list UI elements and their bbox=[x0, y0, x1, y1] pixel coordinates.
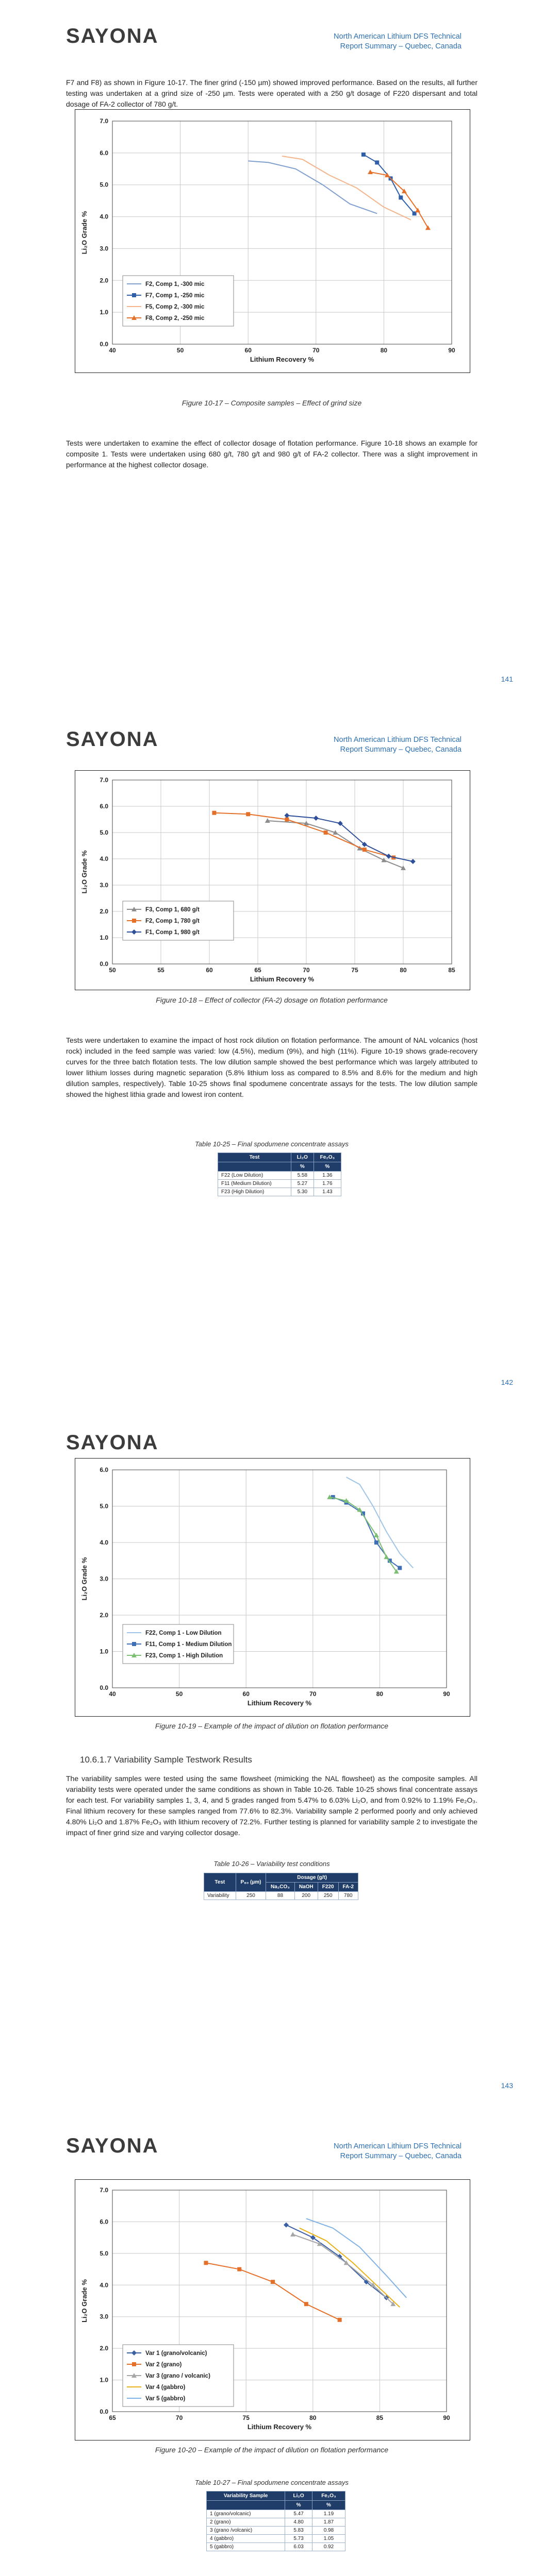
series-group bbox=[368, 170, 431, 230]
y-tick-label: 3.0 bbox=[100, 2313, 108, 2320]
data-point bbox=[384, 1554, 389, 1559]
table-unit: % bbox=[285, 2501, 312, 2510]
table-header: Li₂O bbox=[285, 2492, 312, 2501]
x-tick-label: 50 bbox=[109, 967, 116, 974]
chart-figure-10-17 bbox=[75, 109, 470, 373]
table-cell: 88 bbox=[266, 1892, 294, 1900]
table-header: Dosage (g/t) bbox=[266, 1873, 358, 1883]
table-caption-10-26: Table 10-26 – Variability test conditions bbox=[213, 1860, 330, 1868]
sayona-logo: SAYONA bbox=[66, 728, 159, 751]
legend-marker bbox=[132, 919, 136, 923]
legend-entry: Var 2 (grano) bbox=[145, 2362, 182, 2368]
y-tick-label: 3.0 bbox=[100, 882, 108, 889]
table-cell: 0.98 bbox=[312, 2527, 345, 2535]
figure-caption-10-17: Figure 10-17 – Composite samples – Effect of grind size bbox=[182, 399, 362, 407]
table-cell: 1 (grano/volcanic) bbox=[207, 2510, 285, 2518]
x-tick-label: 60 bbox=[242, 1690, 250, 1698]
table-cell: 1.19 bbox=[312, 2510, 345, 2518]
y-tick-label: 0.0 bbox=[100, 341, 108, 348]
legend-entry: F3, Comp 1, 680 g/t bbox=[145, 907, 200, 913]
data-point bbox=[368, 170, 373, 174]
sayona-logo: SAYONA bbox=[66, 25, 159, 47]
table-cell: 4 (gabbro) bbox=[207, 2535, 285, 2543]
table-caption-10-27: Table 10-27 – Final spodumene concentrate assays bbox=[195, 2479, 349, 2486]
report-header bbox=[255, 2142, 461, 2161]
page-number: 142 bbox=[501, 1378, 513, 1386]
x-axis-label: Lithium Recovery % bbox=[247, 2423, 312, 2431]
y-tick-label: 1.0 bbox=[100, 1648, 108, 1655]
table-subheader: FA-2 bbox=[338, 1883, 358, 1892]
data-point bbox=[212, 811, 216, 815]
data-point bbox=[410, 859, 416, 864]
series-group bbox=[248, 161, 377, 213]
y-tick-label: 7.0 bbox=[100, 776, 108, 784]
chart-figure-10-20 bbox=[75, 2179, 470, 2441]
table-cell: 5.58 bbox=[291, 1172, 314, 1180]
series-line bbox=[306, 2218, 406, 2298]
table-cell: F11 (Medium Dilution) bbox=[218, 1180, 291, 1188]
chart-svg bbox=[75, 110, 470, 372]
sayona-logo: SAYONA bbox=[66, 1431, 159, 1454]
y-tick-label: 5.0 bbox=[100, 2249, 108, 2257]
table-header: Li₂O bbox=[291, 1153, 314, 1162]
x-tick-label: 80 bbox=[376, 1690, 384, 1698]
table-cell: 1.76 bbox=[314, 1180, 341, 1188]
chart-legend bbox=[123, 901, 234, 940]
y-tick-label: 1.0 bbox=[100, 2376, 108, 2384]
x-tick-label: 75 bbox=[242, 2414, 250, 2421]
y-tick-label: 3.0 bbox=[100, 1575, 108, 1583]
x-tick-label: 60 bbox=[244, 347, 252, 354]
series-group bbox=[204, 2261, 341, 2322]
data-point bbox=[290, 2232, 295, 2236]
table-cell: 1.36 bbox=[314, 1172, 341, 1180]
x-tick-label: 65 bbox=[254, 967, 261, 974]
table-cell: 5.47 bbox=[285, 2510, 312, 2518]
table-cell: 200 bbox=[294, 1892, 318, 1900]
series-line bbox=[370, 172, 428, 228]
table-cell: 5.30 bbox=[291, 1188, 314, 1196]
table-cell: Variability bbox=[204, 1892, 236, 1900]
table-subheader: F220 bbox=[318, 1883, 338, 1892]
x-tick-label: 70 bbox=[303, 967, 310, 974]
table-header: P₈₀ (µm) bbox=[236, 1873, 266, 1892]
y-tick-label: 6.0 bbox=[100, 2218, 108, 2226]
table-row bbox=[207, 2535, 345, 2543]
data-point bbox=[338, 2318, 342, 2322]
page142-paragraph1: Tests were undertaken to examine the impact of host rock dilution on flotation performance. The amount of NAL volcanics (host rock) included in the feed sample was varied: low (4.5%), medium (9%), and high (11%). Figure 10-19 shows grade-recovery curves for the three batch flotation tests. The low dilution sample showed the best performance which was largely attributed to lower lithium losses during magnetic separation (5.8% lithium loss as compared to 8.5% and 8.6% for the medium and high dilution samples, respectively). Table 10-25 shows final spodumene concentrate assays for the tests. The low dilution sample showed the highest lithia grade and lowest iron content. bbox=[66, 1036, 477, 1098]
legend-entry: F7, Comp 1, -250 mic bbox=[145, 293, 205, 299]
figure-caption-10-19: Figure 10-19 – Example of the impact of dilution on flotation performance bbox=[155, 1722, 389, 1730]
table-row bbox=[218, 1172, 341, 1180]
y-tick-label: 1.0 bbox=[100, 934, 108, 941]
y-axis-label: Li₂O Grade % bbox=[80, 1557, 88, 1601]
header-title-line2: Report Summary – Quebec, Canada bbox=[340, 2152, 461, 2160]
y-tick-label: 6.0 bbox=[100, 149, 108, 157]
figure-caption-10-20: Figure 10-20 – Example of the impact of dilution on flotation performance bbox=[155, 2446, 389, 2454]
table-header: Fe₂O₃ bbox=[314, 1153, 341, 1162]
table-header: Test bbox=[204, 1873, 236, 1892]
chart-legend bbox=[123, 276, 234, 326]
table-row bbox=[207, 2527, 345, 2535]
x-tick-label: 60 bbox=[206, 967, 213, 974]
figure-caption-10-18: Figure 10-18 – Effect of collector (FA-2) dosage on flotation performance bbox=[156, 996, 388, 1004]
table-cell: 5.73 bbox=[285, 2535, 312, 2543]
table-10-27 bbox=[206, 2491, 345, 2551]
sayona-logo: SAYONA bbox=[66, 2134, 159, 2157]
x-tick-label: 90 bbox=[443, 1690, 450, 1698]
y-tick-label: 4.0 bbox=[100, 1539, 108, 1546]
x-tick-label: 80 bbox=[400, 967, 407, 974]
y-tick-label: 2.0 bbox=[100, 2345, 108, 2352]
legend-entry: F1, Comp 1, 980 g/t bbox=[145, 929, 200, 936]
series-group bbox=[361, 152, 417, 215]
chart-figure-10-18 bbox=[75, 770, 470, 990]
table-unit: % bbox=[314, 1162, 341, 1172]
x-tick-label: 70 bbox=[175, 2414, 183, 2421]
x-tick-label: 65 bbox=[109, 2414, 116, 2421]
x-tick-label: 70 bbox=[312, 347, 320, 354]
table-cell: 1.87 bbox=[312, 2518, 345, 2527]
data-point bbox=[324, 831, 328, 835]
page-141 bbox=[0, 0, 544, 703]
chart-svg bbox=[75, 771, 470, 990]
x-axis-label: Lithium Recovery % bbox=[250, 355, 315, 363]
header-title-line2: Report Summary – Quebec, Canada bbox=[340, 42, 461, 50]
series-line bbox=[364, 155, 415, 213]
table-cell: 0.92 bbox=[312, 2543, 345, 2551]
page-144 bbox=[0, 2110, 544, 2576]
page141-paragraph2: Tests were undertaken to examine the effect of collector dosage of flotation performance. Figure 10-18 shows an example for composite 1. Tests were undertaken using 680 g/t, 780 g/t and 980 g/t of FA-2 collector. There was a slight improvement in performance at the highest collector dosage. bbox=[66, 439, 477, 469]
legend-entry: Var 3 (grano / volcanic) bbox=[145, 2373, 210, 2379]
page-143 bbox=[0, 1406, 544, 2110]
legend-entry: F5, Comp 2, -300 mic bbox=[145, 304, 205, 310]
data-point bbox=[246, 812, 250, 816]
chart-legend bbox=[123, 2345, 234, 2406]
x-tick-label: 50 bbox=[176, 347, 184, 354]
y-tick-label: 5.0 bbox=[100, 181, 108, 189]
chart-svg bbox=[75, 2180, 470, 2440]
series-group bbox=[265, 818, 406, 870]
series-group bbox=[306, 2218, 406, 2298]
table-cell: 5.27 bbox=[291, 1180, 314, 1188]
x-tick-label: 85 bbox=[376, 2414, 384, 2421]
table-cell: 780 bbox=[338, 1892, 358, 1900]
y-tick-label: 4.0 bbox=[100, 855, 108, 862]
legend-entry: F22, Comp 1 - Low Dilution bbox=[145, 1630, 222, 1636]
header-title-line2: Report Summary – Quebec, Canada bbox=[340, 745, 461, 754]
table-cell: 3 (grano /volcanic) bbox=[207, 2527, 285, 2535]
legend-entry: F2, Comp 1, 780 g/t bbox=[145, 918, 200, 924]
y-tick-label: 4.0 bbox=[100, 213, 108, 221]
series-line bbox=[333, 1497, 400, 1568]
report-header bbox=[255, 32, 461, 52]
page141-paragraph1: F7 and F8) as shown in Figure 10-17. The finer grind (-150 µm) showed improved performance. Based on the results, all further testing was undertaken at a grind size of -250 µm. Tests were operated with a 250 g/t dosage of F220 dispersant and total dosage of FA-2 collector of 780 g/t. bbox=[66, 78, 477, 108]
series-line bbox=[282, 156, 411, 220]
table-header: Fe₂O₃ bbox=[312, 2492, 345, 2501]
x-tick-label: 55 bbox=[157, 967, 164, 974]
table-cell: 5.83 bbox=[285, 2527, 312, 2535]
header-title-line1: North American Lithium DFS Technical bbox=[334, 736, 461, 744]
table-header: Variability Sample bbox=[207, 2492, 285, 2501]
x-axis-label: Lithium Recovery % bbox=[247, 1699, 312, 1707]
chart-svg bbox=[75, 1459, 470, 1716]
data-point bbox=[362, 848, 367, 852]
table-cell: 1.05 bbox=[312, 2535, 345, 2543]
series-line bbox=[329, 1497, 397, 1572]
legend-entry: F23, Comp 1 - High Dilution bbox=[145, 1653, 223, 1659]
data-point bbox=[361, 152, 366, 157]
legend-entry: F11, Comp 1 - Medium Dilution bbox=[145, 1641, 232, 1648]
header-title-line1: North American Lithium DFS Technical bbox=[334, 32, 461, 41]
y-axis-label: Li₂O Grade % bbox=[80, 211, 88, 255]
table-caption-10-25: Table 10-25 – Final spodumene concentrate assays bbox=[195, 1140, 349, 1148]
y-tick-label: 7.0 bbox=[100, 2187, 108, 2194]
series-group bbox=[284, 813, 415, 864]
legend-entry: Var 5 (gabbro) bbox=[145, 2396, 186, 2402]
table-10-26 bbox=[204, 1873, 358, 1900]
x-tick-label: 80 bbox=[309, 2414, 317, 2421]
data-point bbox=[284, 2223, 289, 2228]
series-group bbox=[282, 156, 411, 220]
table-unit: % bbox=[312, 2501, 345, 2510]
page-142 bbox=[0, 703, 544, 1406]
data-point bbox=[304, 2302, 308, 2306]
table-row bbox=[204, 1892, 358, 1900]
table-cell: 1.43 bbox=[314, 1188, 341, 1196]
legend-marker bbox=[132, 293, 136, 297]
y-tick-label: 0.0 bbox=[100, 960, 108, 968]
y-tick-label: 3.0 bbox=[100, 245, 108, 252]
table-header: Test bbox=[218, 1153, 291, 1162]
table-row bbox=[207, 2510, 345, 2518]
series-line bbox=[214, 813, 393, 858]
x-axis-label: Lithium Recovery % bbox=[250, 975, 315, 983]
x-tick-label: 70 bbox=[309, 1690, 317, 1698]
data-point bbox=[314, 816, 319, 821]
table-unit bbox=[218, 1162, 291, 1172]
y-tick-label: 5.0 bbox=[100, 1502, 108, 1510]
legend-entry: F8, Comp 2, -250 mic bbox=[145, 315, 205, 321]
report-header bbox=[255, 735, 461, 755]
page143-paragraph1: The variability samples were tested using the same flowsheet (mimicking the NAL flowsheet) as the composite samples. All variability tests were operated under the same conditions as shown in Table 10-26. Table 10-25 shows final concentrate assays for each test. For variability samples 1, 3, 4, and 5 grades ranged from 5.47% to 6.03% Li₂O, and from 0.92% to 1.19% Fe₂O₃. Final lithium recovery for these samples ranged from 77.6% to 82.3%. Variability sample 2 performed poorly and only achieved 4.80% Li₂O and 1.87% Fe₂O₃ with lithium recovery of 72.2%. Further testing is planned for variability sample 2 to investigate the impact of finer grind size and varying collector dosage. bbox=[66, 1774, 477, 1837]
table-subheader: Na₂CO₃ bbox=[266, 1883, 294, 1892]
series-line bbox=[248, 161, 377, 213]
chart-legend bbox=[123, 1624, 234, 1664]
data-point bbox=[381, 858, 386, 862]
data-point bbox=[271, 2280, 275, 2284]
y-tick-label: 6.0 bbox=[100, 803, 108, 810]
table-row bbox=[207, 2543, 345, 2551]
table-cell: F22 (Low Dilution) bbox=[218, 1172, 291, 1180]
page-number: 141 bbox=[501, 675, 513, 683]
table-cell: 250 bbox=[318, 1892, 338, 1900]
legend-marker bbox=[132, 1642, 136, 1646]
legend-entry: Var 1 (grano/volcanic) bbox=[145, 2350, 207, 2357]
y-tick-label: 5.0 bbox=[100, 829, 108, 836]
table-cell: 5 (gabbro) bbox=[207, 2543, 285, 2551]
data-point bbox=[398, 1566, 402, 1570]
table-cell: 2 (grano) bbox=[207, 2518, 285, 2527]
x-tick-label: 50 bbox=[175, 1690, 183, 1698]
x-tick-label: 85 bbox=[448, 967, 455, 974]
data-point bbox=[284, 813, 289, 818]
table-row bbox=[218, 1188, 341, 1196]
table-unit bbox=[207, 2501, 285, 2510]
data-point bbox=[204, 2261, 208, 2265]
series-line bbox=[206, 2263, 339, 2320]
legend-entry: F2, Comp 1, -300 mic bbox=[145, 281, 205, 287]
table-cell: 4.80 bbox=[285, 2518, 312, 2527]
x-tick-label: 75 bbox=[351, 967, 358, 974]
x-tick-label: 90 bbox=[443, 2414, 450, 2421]
table-cell: 250 bbox=[236, 1892, 266, 1900]
y-axis-label: Li₂O Grade % bbox=[80, 2279, 88, 2323]
section-heading-10-6-1-7: 10.6.1.7 Variability Sample Testwork Results bbox=[80, 1755, 252, 1765]
x-tick-label: 40 bbox=[109, 1690, 116, 1698]
table-10-25 bbox=[218, 1153, 341, 1196]
x-tick-label: 80 bbox=[380, 347, 388, 354]
y-tick-label: 7.0 bbox=[100, 117, 108, 125]
legend-entry: Var 4 (gabbro) bbox=[145, 2384, 186, 2391]
chart-figure-10-19 bbox=[75, 1458, 470, 1717]
data-point bbox=[374, 1540, 378, 1545]
table-subheader: NaOH bbox=[294, 1883, 318, 1892]
data-point bbox=[399, 195, 403, 199]
data-point bbox=[386, 854, 391, 859]
table-cell: 6.03 bbox=[285, 2543, 312, 2551]
series-line bbox=[293, 2234, 393, 2304]
y-tick-label: 0.0 bbox=[100, 1684, 108, 1691]
table-unit: % bbox=[291, 1162, 314, 1172]
x-tick-label: 90 bbox=[448, 347, 455, 354]
data-point bbox=[375, 160, 379, 164]
table-row bbox=[207, 2518, 345, 2527]
y-tick-label: 6.0 bbox=[100, 1466, 108, 1473]
y-tick-label: 0.0 bbox=[100, 2408, 108, 2415]
page-number: 143 bbox=[501, 2081, 513, 2090]
table-cell: F23 (High Dilution) bbox=[218, 1188, 291, 1196]
y-tick-label: 2.0 bbox=[100, 277, 108, 284]
table-row bbox=[218, 1180, 341, 1188]
y-tick-label: 2.0 bbox=[100, 1612, 108, 1619]
y-tick-label: 2.0 bbox=[100, 908, 108, 915]
data-point bbox=[425, 225, 431, 230]
y-tick-label: 4.0 bbox=[100, 2281, 108, 2289]
header-title-line1: North American Lithium DFS Technical bbox=[334, 2142, 461, 2150]
y-axis-label: Li₂O Grade % bbox=[80, 850, 88, 894]
data-point bbox=[237, 2267, 241, 2272]
x-tick-label: 40 bbox=[109, 347, 116, 354]
y-tick-label: 1.0 bbox=[100, 309, 108, 316]
legend-marker bbox=[132, 2362, 136, 2366]
